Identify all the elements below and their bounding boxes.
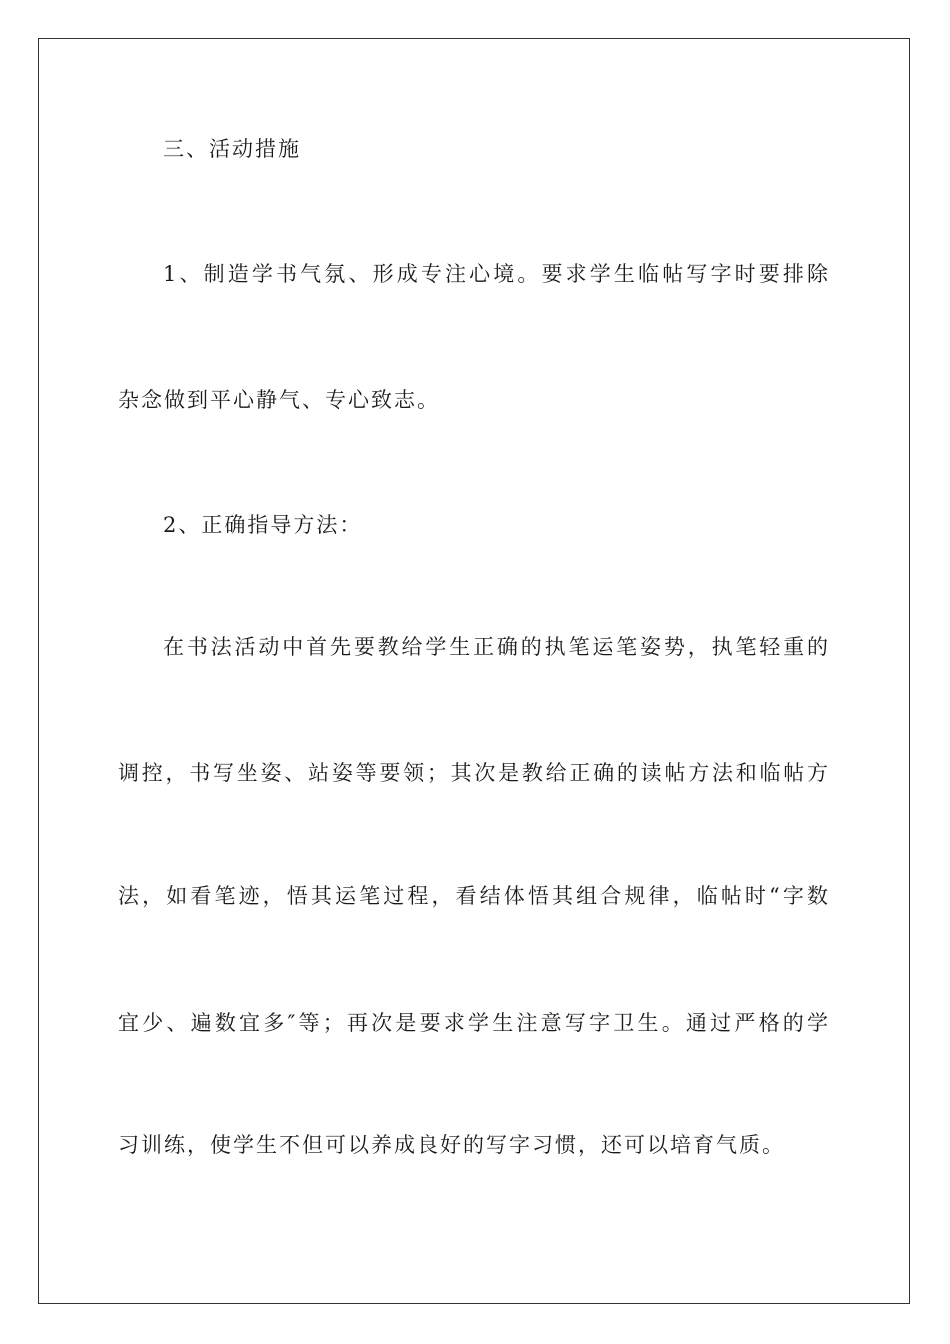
paragraph-line-5: 习训练，使学生不但可以养成良好的写字习惯，还可以培育气质。 — [118, 1133, 785, 1157]
item-1-line-2: 杂念做到平心静气、专心致志。 — [118, 388, 440, 412]
page-border — [38, 38, 910, 1304]
paragraph-line-1: 在书法活动中首先要教给学生正确的执笔运笔姿势，执笔轻重的 — [163, 635, 830, 659]
paragraph-line-2: 调控，书写坐姿、站姿等要领；其次是教给正确的读帖方法和临帖方 — [118, 761, 830, 785]
section-heading: 三、活动措施 — [163, 137, 301, 161]
item-2-heading: 2、正确指导方法： — [163, 513, 363, 537]
item-1-line-1: 1、制造学书气氛、形成专注心境。要求学生临帖写字时要排除 — [163, 262, 830, 286]
paragraph-line-3: 法，如看笔迹，悟其运笔过程，看结体悟其组合规律，临帖时“字数 — [118, 884, 830, 908]
paragraph-line-4: 宜少、遍数宜多″等；再次是要求学生注意写字卫生。通过严格的学 — [118, 1011, 830, 1035]
